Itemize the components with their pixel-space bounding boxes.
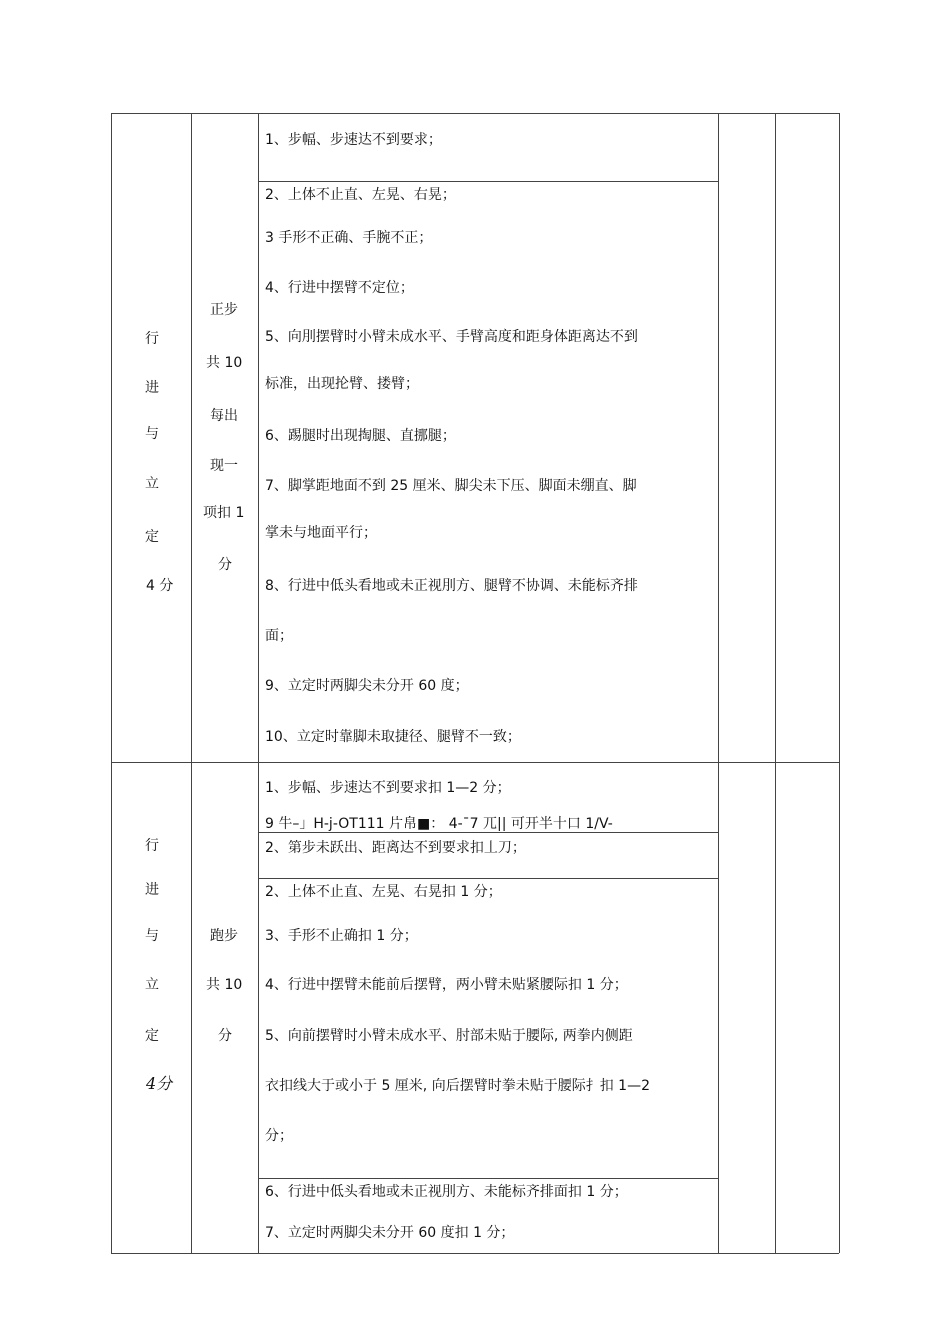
row-divider-s1-a: [258, 181, 718, 182]
item-line: 分: [218, 557, 232, 573]
table-border-left: [111, 113, 112, 1253]
table-divider-col2: [258, 113, 259, 1253]
item-line: 分: [218, 1028, 232, 1044]
criterion-line: 衣扣线大于或小于 5 厘米, 向后摆臂时拳未贴于腰际扌扣 1—2: [265, 1078, 650, 1094]
criterion-line: 8、行进中低头看地或未正视刖方、腿臂不协调、未能标齐排: [265, 578, 638, 594]
criterion-line: 1、步幅、步速达不到要求；: [265, 132, 442, 148]
section-divider: [111, 762, 839, 763]
criterion-line: 10、立定时靠脚未取捷径、腿臂不一致；: [265, 729, 521, 745]
item-line: 跑步: [210, 928, 238, 944]
criterion-line: 4、行进中摆臂不定位；: [265, 280, 414, 296]
item-line: 共 10: [206, 977, 243, 993]
table-divider-col1: [191, 113, 192, 1253]
criterion-line: 5、向前摆臂时小臂未成水平、肘部未贴于腰际, 两拳内侧距: [265, 1028, 633, 1044]
criterion-line: 面；: [265, 628, 293, 644]
item-line: 共 10: [206, 355, 243, 371]
item-line: 正步: [210, 302, 238, 318]
category-char: 定: [145, 1028, 159, 1044]
category-char: 行: [145, 331, 159, 347]
criterion-line: 7、脚掌距地面不到 25 厘米、脚尖未下压、脚面未绷直、脚: [265, 478, 637, 494]
row-divider-s2-a: [258, 832, 718, 833]
category-char: 立: [145, 977, 159, 993]
criterion-line: 分；: [265, 1128, 293, 1144]
category-char: 定: [145, 529, 159, 545]
item-line: 项扣 1: [203, 505, 245, 521]
criterion-line: 6、行进中低头看地或未正视刖方、未能标齐排面扣 1 分；: [265, 1184, 628, 1200]
criterion-line: 2、上体不止直、左晃、右晃；: [265, 187, 456, 203]
item-line: 现一: [210, 458, 238, 474]
item-line: 每出: [210, 408, 238, 424]
criterion-line: 2、第步未跃出、距离达不到要求扣丄刀；: [265, 840, 526, 856]
category-char: 进: [145, 380, 159, 396]
criterion-line-garbled: 9 牛–」H-j-OT111 片帛■： 4-ˉ7 兀|| 可开半十口 1/V-: [265, 816, 613, 831]
category-char: 与: [145, 426, 159, 442]
category-char: 与: [145, 928, 159, 944]
criterion-line: 1、步幅、步速达不到要求扣 1—2 分；: [265, 780, 511, 796]
table-border-top: [111, 113, 839, 114]
criterion-line: 3 手形不正确、手腕不正；: [265, 230, 433, 246]
row-divider-s2-b: [258, 878, 718, 879]
category-score: 4分: [146, 1074, 173, 1093]
table-border-right: [839, 113, 840, 1253]
criterion-line: 5、向刖摆臂时小臂未成水平、手臂高度和距身体距离达不到: [265, 329, 638, 345]
category-score: 4 分: [146, 578, 174, 594]
criterion-line: 3、手形不止确扣 1 分；: [265, 928, 418, 944]
criterion-line: 4、行进中摆臂未能前后摆臂，两小臂未贴紧腰际扣 1 分；: [265, 977, 628, 993]
row-divider-s2-c: [258, 1178, 718, 1179]
criterion-line: 6、踢腿时出现掏腿、直挪腿；: [265, 428, 456, 444]
criterion-line: 标准，出现抡臂、搂臂；: [265, 376, 419, 392]
category-char: 立: [145, 476, 159, 492]
table-divider-col3: [718, 113, 719, 1253]
criterion-line: 掌未与地面平行；: [265, 525, 377, 541]
criterion-line: 2、上体不止直、左晃、右晃扣 1 分；: [265, 884, 502, 900]
table-border-bottom: [111, 1253, 839, 1254]
category-char: 进: [145, 882, 159, 898]
criterion-line: 7、立定时两脚尖未分开 60 度扣 1 分；: [265, 1225, 515, 1241]
criterion-line: 9、立定时两脚尖未分开 60 度；: [265, 678, 469, 694]
table-divider-col4: [775, 113, 776, 1253]
category-char: 行: [145, 838, 159, 854]
